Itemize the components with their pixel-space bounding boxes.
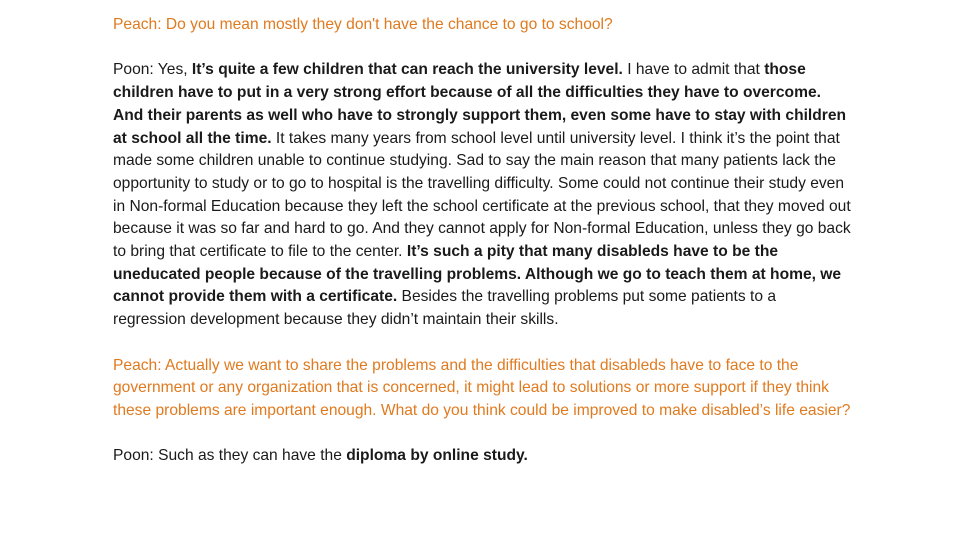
segment-bold-text: those children have to put in a very strong effort because of all the difficulties they have to overcome. And their parents as well who have to strongly support them, even some have to stay with children at school all the time. xyxy=(113,61,847,147)
segment-text: I have to admit that xyxy=(622,61,765,79)
segment-bold-text: It’s such a pity that many disableds have to be the uneducated people because of the travelling problems. Although we go to teach them at home, we cannot provide them with a certificate. xyxy=(113,243,842,306)
segment-text: Peach: Do you mean mostly they don't have the chance to go to school? xyxy=(113,16,613,33)
segment-bold-text: diploma by online study. xyxy=(346,447,528,465)
interview-transcript xyxy=(113,14,853,491)
segment-text: Poon: Such as they can have the xyxy=(113,447,347,465)
poon-answer-university xyxy=(113,59,853,331)
poon-answer-diploma xyxy=(113,445,853,468)
segment-text: Poon: Yes, xyxy=(113,61,192,79)
peach-question-school xyxy=(113,14,853,37)
segment-text: It takes many years from school level until university level. I think it’s the point that made some children unable to continue studying. Sad to say the main reason that many patients lack the opportunity to study or to go to hospital is the travelling difficulty. Some could not continue their study even in Non-formal Education because they left the school certificate at the previous school, that they moved out because it was so far and hard to go. And they cannot apply for Non-formal Education, unless they go back to bring that certificate to file to the center. xyxy=(113,129,851,261)
segment-text: Peach: Actually we want to share the problems and the difficulties that disableds have to face to the government or any organization that is concerned, it might lead to solutions or more support if they think these problems are important enough. What do you think could be improved to make disabled’s life easier? xyxy=(113,356,851,419)
segment-bold-text: It’s quite a few children that can reach the university level. xyxy=(191,61,623,79)
segment-text: Besides the travelling problems put some patients to a regression development because they didn’t maintain their skills. xyxy=(113,288,777,329)
peach-question-improvement xyxy=(113,355,853,423)
